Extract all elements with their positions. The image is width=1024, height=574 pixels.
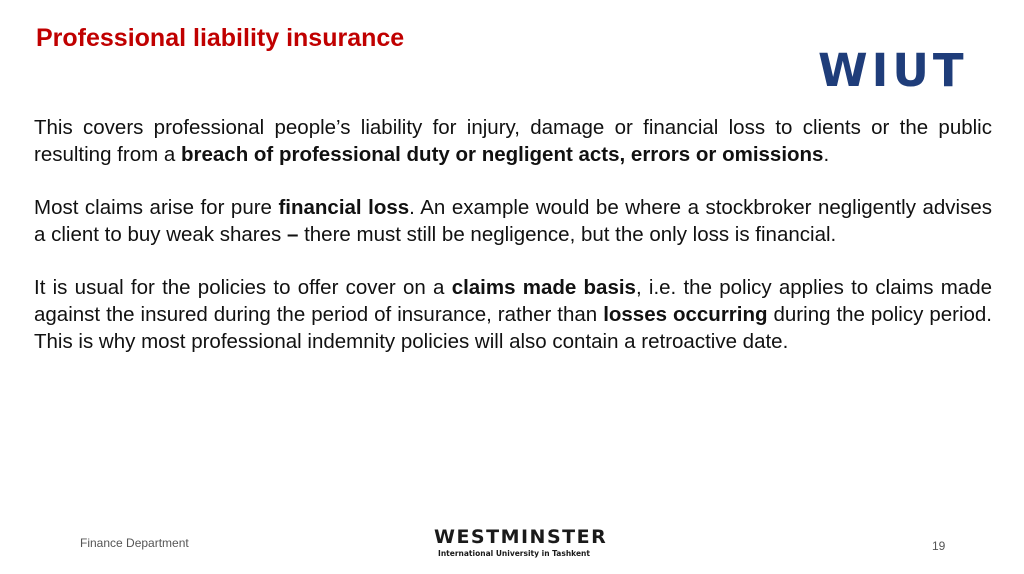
- slide-title: Professional liability insurance: [36, 24, 405, 52]
- paragraph-text: It is usual for the policies to offer cover on a: [34, 276, 452, 299]
- wiut-logo: WIUT: [818, 44, 968, 97]
- bold-dash: –: [286, 223, 299, 246]
- paragraph-text: there must still be negligence, but the only loss is financial.: [298, 223, 837, 246]
- paragraph-text: This covers professional people’s liability for injury, damage or financial loss to clients or the public resulting from a: [34, 116, 992, 166]
- paragraph-text: , i.e. the policy applies to claims made against the insured during the period of insurance, rather than: [34, 276, 993, 326]
- footer-department: Finance Department: [80, 536, 189, 550]
- bold-phrase: claims made basis: [451, 276, 636, 299]
- paragraph-text: Most claims arise for pure: [34, 196, 279, 219]
- bold-phrase: breach of professional duty or negligent acts, errors or omissions: [180, 143, 824, 166]
- paragraph-text: . An example would be where a stockbroker negligently advises a client to buy weak shares: [34, 196, 992, 246]
- westminster-logo: [434, 526, 608, 560]
- paragraph-text: .: [823, 143, 830, 166]
- westminster-logo-sub: International University in Tashkent: [438, 549, 590, 558]
- bold-phrase: losses occurring: [603, 303, 768, 326]
- slide-body: [34, 114, 992, 381]
- paragraph-1: [34, 114, 992, 168]
- page-number: 19: [932, 539, 946, 553]
- westminster-logo-main: WESTMINSTER: [434, 526, 608, 548]
- paragraph-text: during the policy period. This is why most professional indemnity policies will also contain a retroactive date.: [34, 303, 993, 353]
- paragraph-2: [34, 194, 992, 248]
- paragraph-3: [34, 274, 992, 355]
- bold-phrase: financial loss: [278, 196, 410, 219]
